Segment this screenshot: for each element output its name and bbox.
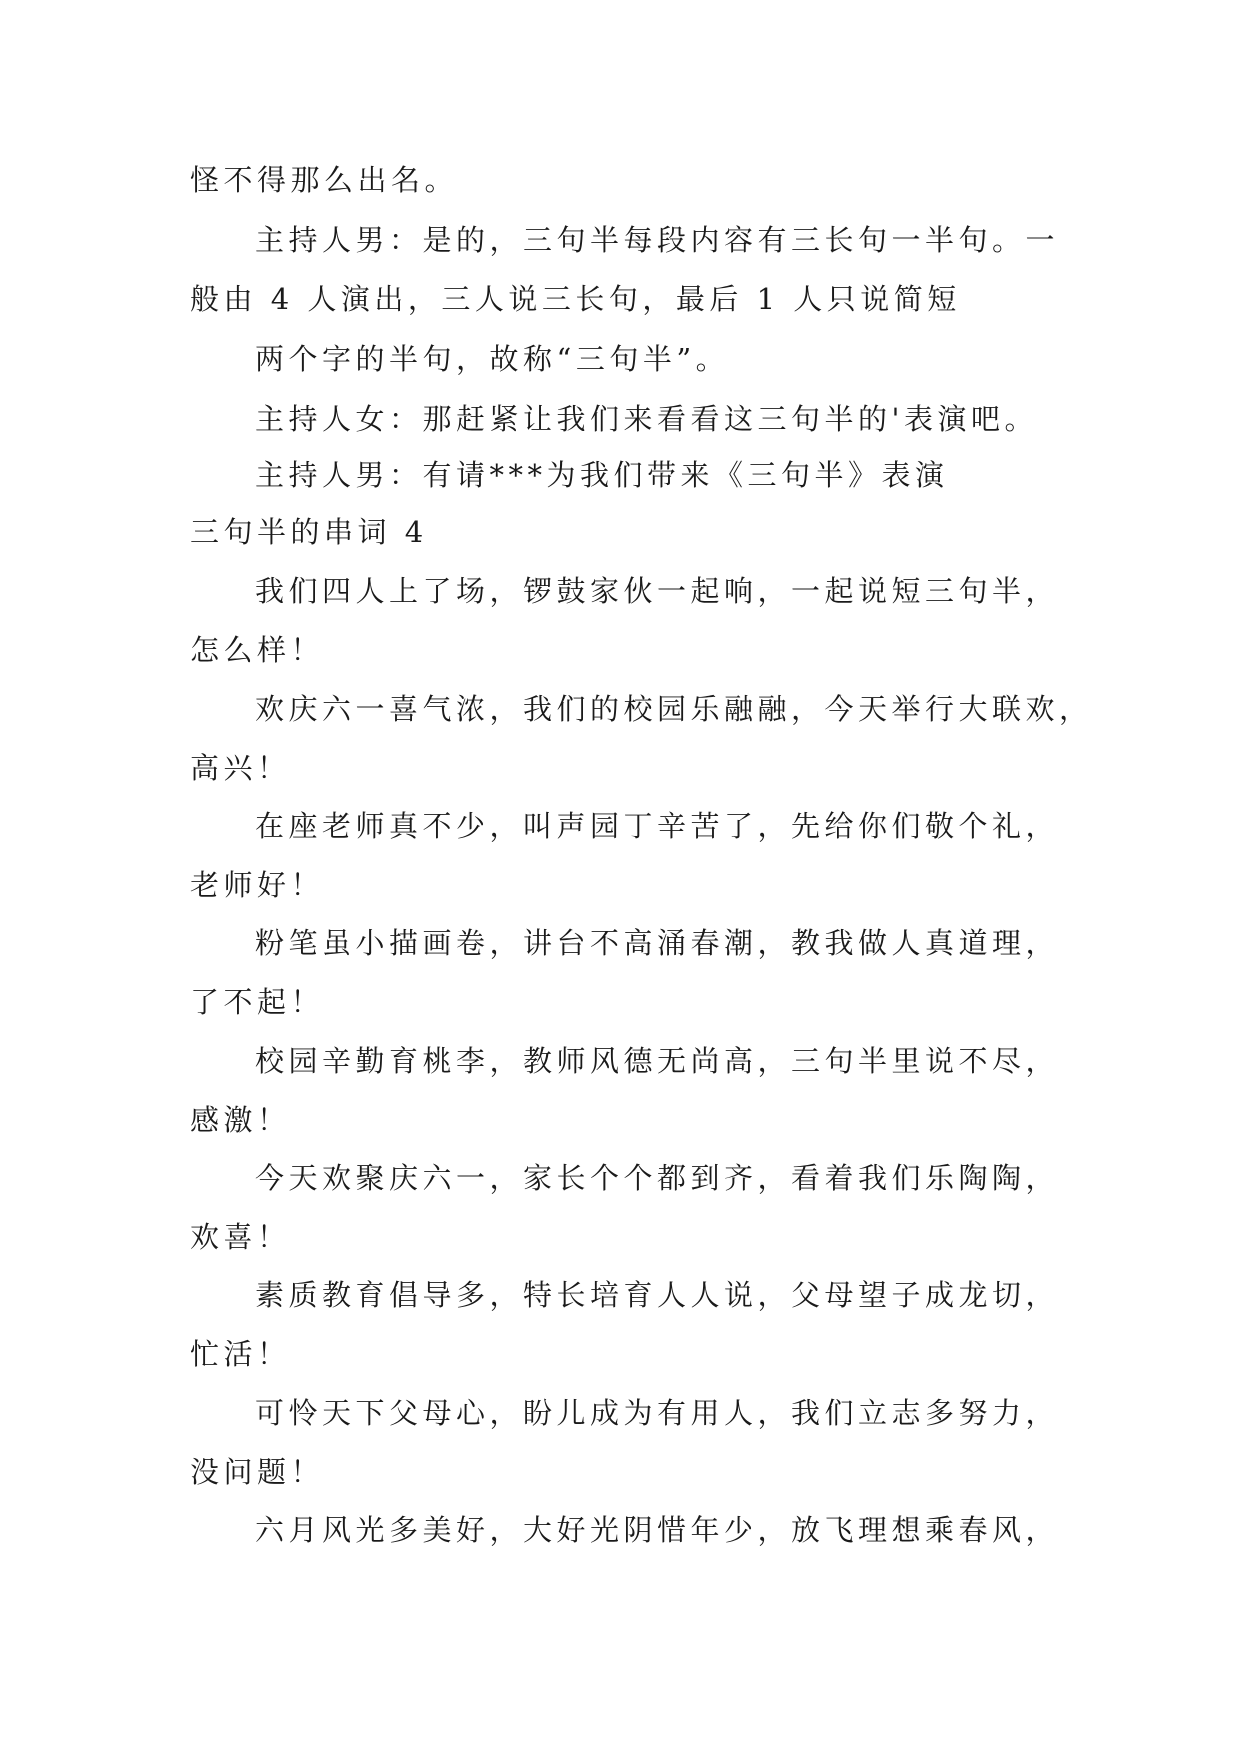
text-line: 忙活！: [190, 1337, 291, 1371]
text-line: 主持人男：有请***为我们带来《三句半》表演: [255, 458, 949, 492]
section-heading: 三句半的串词 4: [190, 515, 428, 549]
text-line: 欢庆六一喜气浓，我们的校园乐融融，今天举行大联欢，: [255, 692, 1093, 726]
text-line: 欢喜！: [190, 1220, 291, 1254]
text-line: 粉笔虽小描画卷，讲台不高涌春潮，教我做人真道理，: [255, 926, 1060, 960]
text-line: 今天欢聚庆六一，家长个个都到齐，看着我们乐陶陶，: [255, 1161, 1060, 1195]
text-line: 老师好！: [190, 868, 325, 902]
text-line: 感激！: [190, 1103, 291, 1137]
text-line: 主持人女：那赶紧让我们来看看这三句半的'表演吧。: [255, 402, 1038, 436]
text-line: 主持人男：是的，三句半每段内容有三长句一半句。一: [255, 223, 1060, 257]
text-line: 两个字的半句，故称“三句半”。: [255, 342, 730, 376]
text-line: 怪不得那么出名。: [190, 163, 459, 197]
text-line: 了不起！: [190, 985, 325, 1019]
text-line: 高兴！: [190, 751, 291, 785]
text-line: 在座老师真不少，叫声园丁辛苦了，先给你们敬个礼，: [255, 809, 1060, 843]
text-line: 我们四人上了场，锣鼓家伙一起响，一起说短三句半，: [255, 574, 1060, 608]
text-line: 怎么样！: [190, 633, 325, 667]
text-line: 六月风光多美好，大好光阴惜年少，放飞理想乘春风，: [255, 1513, 1060, 1547]
text-line: 可怜天下父母心，盼儿成为有用人，我们立志多努力，: [255, 1396, 1060, 1430]
text-line: 校园辛勤育桃李，教师风德无尚高，三句半里说不尽，: [255, 1044, 1060, 1078]
text-line: 般由 4 人演出，三人说三长句，最后 1 人只说简短: [190, 282, 961, 316]
text-line: 素质教育倡导多，特长培育人人说，父母望子成龙切，: [255, 1278, 1060, 1312]
text-line: 没问题！: [190, 1455, 325, 1489]
